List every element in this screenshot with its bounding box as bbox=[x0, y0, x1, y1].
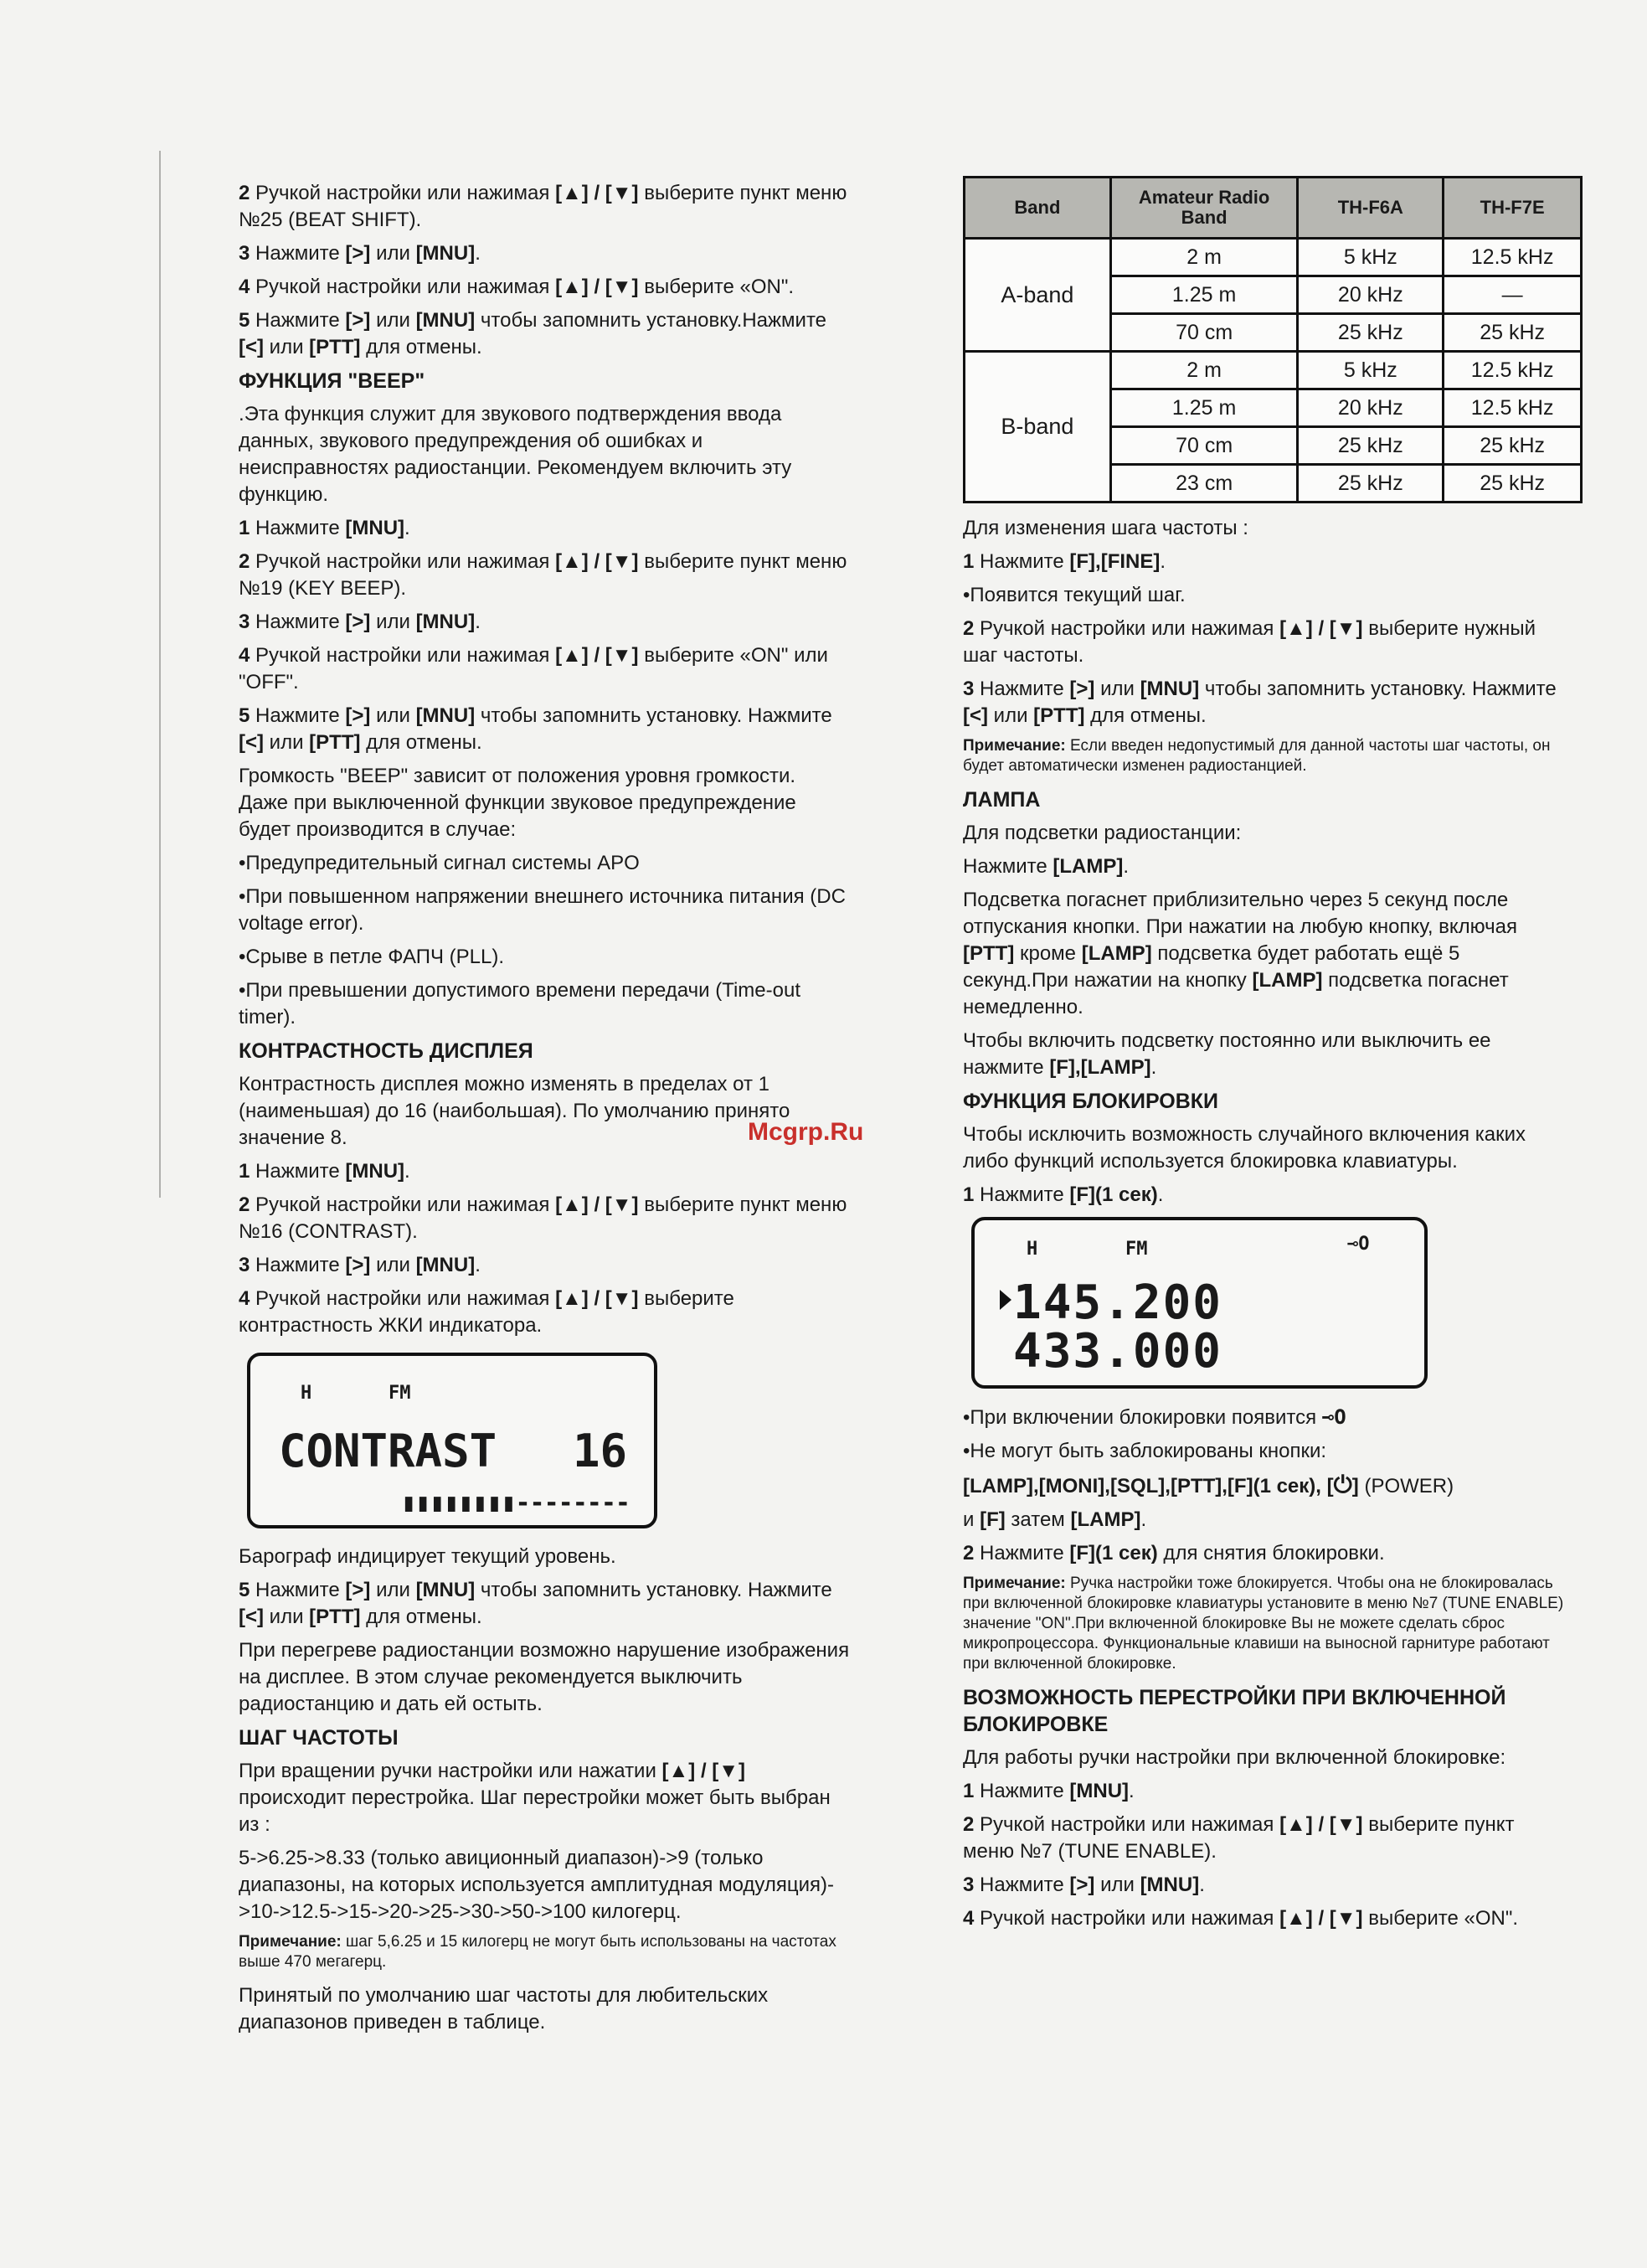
step-list: 5->6.25->8.33 (только авиционный диапазон)->9 (только диапазоны, на которых используется амплитудная модуляция)->10->12.5->15->20->25->30->50->100 килогерц. bbox=[239, 1847, 834, 1923]
table-cell: 20 kHz bbox=[1298, 276, 1444, 314]
beat-step-2: 2 Ручкой настройки или нажимая [▲] / [▼] выберите пункт меню №25 (BEAT SHIFT). bbox=[239, 182, 847, 231]
step-default: Принятый по умолчанию шаг частоты для любительских диапазонов приведен в таблице. bbox=[239, 1984, 769, 2033]
table-header: TH-F7E bbox=[1444, 178, 1582, 239]
bullet-item: • Предупредительный сигнал системы APO bbox=[239, 850, 850, 877]
table-cell: 25 kHz bbox=[1298, 427, 1444, 465]
bullet-item: • Срыве в петле ФАПЧ (PLL). bbox=[239, 944, 850, 971]
table-cell: 1.25 m bbox=[1110, 389, 1298, 427]
tune-step-2: 2 Ручкой настройки или нажимая [▲] / [▼] выберите пункт меню №7 (TUNE ENABLE). bbox=[963, 1813, 1515, 1863]
contrast-step-3: 3 Нажмите [>] или [MNU]. bbox=[239, 1254, 481, 1276]
lamp-text-3: Подсветка погаснет приблизительно через 5 секунд после отпускания кнопки. При нажатии на любую кнопку, включая [PTT] кроме [LAMP] подсветка будет работать ещё 5 секунд.При нажатии на кнопку [LAMP] подсветка погаснет немедленно. bbox=[963, 889, 1518, 1018]
bullet-item: • При превышении допустимого времени передачи (Time-out timer). bbox=[239, 977, 850, 1031]
unlocked-keys-2: и [F] затем [LAMP]. bbox=[963, 1508, 1147, 1531]
table-header: Amateur Radio Band bbox=[1110, 178, 1298, 239]
lock-step-2: 2 Нажмите [F](1 сек) для снятия блокировки. bbox=[963, 1542, 1385, 1564]
beep-description: .Эта функция служит для звукового подтверждения ввода данных, звукового предупреждения об ошибках и неисправностях радиостанции. Рекомендуем включить эту функцию. bbox=[239, 403, 792, 506]
watermark: Mcgrp.Ru bbox=[748, 1118, 864, 1146]
table-header: Band bbox=[965, 178, 1111, 239]
table-cell: 20 kHz bbox=[1298, 389, 1444, 427]
heading-beep: ФУНКЦИЯ "BEEP" bbox=[239, 369, 425, 393]
fine-step-1: 1 Нажмите [F],[FINE]. bbox=[963, 550, 1166, 573]
heading-contrast: КОНТРАСТНОСТЬ ДИСПЛЕЯ bbox=[239, 1039, 533, 1063]
bullet-item: • При повышенном напряжении внешнего источника питания (DC voltage error). bbox=[239, 884, 850, 937]
lock-step-1: 1 Нажмите [F](1 сек). bbox=[963, 1183, 1164, 1206]
step-note: Примечание: шаг 5,6.25 и 15 килогерц не могут быть использованы на частотах выше 470 мегагерц. bbox=[239, 1933, 836, 1971]
key-lock-icon: ⊸O bbox=[1321, 1405, 1346, 1429]
contrast-step-4: 4 Ручкой настройки или нажимая [▲] / [▼] выберите контрастность ЖКИ индикатора. bbox=[239, 1287, 734, 1337]
contrast-step-1: 1 Нажмите [MNU]. bbox=[239, 1160, 410, 1183]
table-cell: — bbox=[1444, 276, 1582, 314]
table-cell: 2 m bbox=[1110, 239, 1298, 276]
beat-step-4: 4 Ручкой настройки или нажимая [▲] / [▼] выберите «ON". bbox=[239, 276, 795, 298]
lcd-contrast-label: CONTRAST bbox=[279, 1425, 497, 1477]
table-cell: 12.5 kHz bbox=[1444, 389, 1582, 427]
lcd-fm-indicator: FM bbox=[1125, 1239, 1148, 1260]
contrast-description: Контрастность дисплея можно изменять в пределах от 1 (наименьшая) до 16 (наибольшая). По умолчанию принято значение 8. bbox=[239, 1073, 790, 1149]
table-header-row bbox=[965, 178, 1582, 239]
bullet-item: • Не могут быть заблокированы кнопки: bbox=[963, 1438, 1566, 1465]
heading-lamp: ЛАМПА bbox=[963, 788, 1041, 812]
tune-step-3: 3 Нажмите [>] или [MNU]. bbox=[963, 1874, 1205, 1896]
table-cell: 23 cm bbox=[1110, 465, 1298, 503]
heading-lock: ФУНКЦИЯ БЛОКИРОВКИ bbox=[963, 1090, 1219, 1113]
table-cell: 25 kHz bbox=[1444, 465, 1582, 503]
bargraph-text: Барограф индицирует текущий уровень. bbox=[239, 1545, 616, 1568]
overheat-text: При перегреве радиостанции возможно нарушение изображения на дисплее. В этом случае рекомендуется выключить радиостанцию и дать ей остыть. bbox=[239, 1639, 850, 1715]
table-cell: 25 kHz bbox=[1444, 427, 1582, 465]
frequency-step-table bbox=[963, 176, 1583, 503]
tune-step-4: 4 Ручкой настройки или нажимая [▲] / [▼] выберите «ON". bbox=[963, 1907, 1519, 1930]
lamp-text-2: Нажмите [LAMP]. bbox=[963, 855, 1130, 878]
bullet-item: • Появится текущий шаг. bbox=[963, 582, 1566, 609]
lcd-fm-indicator: FM bbox=[389, 1383, 411, 1404]
step-description: При вращении ручки настройки или нажатии [▲] / [▼] происходит перестройка. Шаг перестройки может быть выбран из : bbox=[239, 1760, 831, 1836]
beep-step-1: 1 Нажмите [MNU]. bbox=[239, 517, 410, 539]
table-cell: 25 kHz bbox=[1298, 465, 1444, 503]
right-column bbox=[963, 176, 1566, 1939]
table-cell: 25 kHz bbox=[1444, 314, 1582, 352]
beat-step-5: 5 Нажмите [>] или [MNU] чтобы запомнить установку.Нажмите [<] или [PTT] для отмены. bbox=[239, 309, 827, 358]
table-cell: 2 m bbox=[1110, 352, 1298, 389]
margin-line bbox=[159, 151, 161, 1198]
table-row bbox=[965, 239, 1582, 276]
lcd-h-indicator: H bbox=[1027, 1239, 1038, 1260]
beep-step-5: 5 Нажмите [>] или [MNU] чтобы запомнить установку. Нажмите [<] или [PTT] для отмены. bbox=[239, 704, 832, 754]
key-lock-icon: ⊸O bbox=[1347, 1234, 1370, 1255]
tune-step-1: 1 Нажмите [MNU]. bbox=[963, 1780, 1135, 1802]
table-cell: 70 cm bbox=[1110, 314, 1298, 352]
band-cell: B-band bbox=[965, 352, 1111, 503]
fine-note: Примечание: Если введен недопустимый для данной частоты шаг частоты, он будет автоматически изменен радиостанцией. bbox=[963, 737, 1551, 775]
lamp-text-4: Чтобы включить подсветку постоянно или выключить ее нажмите [F],[LAMP]. bbox=[963, 1029, 1491, 1079]
table-cell: 12.5 kHz bbox=[1444, 239, 1582, 276]
bullet-item: • При включении блокировки появится ⊸O bbox=[963, 1404, 1566, 1431]
lcd-frequency-a: 145.200 bbox=[1000, 1279, 1222, 1327]
lcd-frequency-lines bbox=[1000, 1276, 1223, 1379]
step-change-text: Для изменения шага частоты : bbox=[963, 517, 1248, 539]
lock-note: Примечание: Ручка настройки тоже блокируется. Чтобы она не блокировалась при включенной блокировке клавиатуры установите в меню №7 (TUNE ENABLE) значение "ON".При включенной блокировке Вы не можете сделать сброс микропроцессора. Функциональные клавиши на выносной гарнитуре работают при включенной блокировке. bbox=[963, 1575, 1564, 1673]
tune-description: Для работы ручки настройки при включенной блокировке: bbox=[963, 1746, 1506, 1769]
fine-step-3: 3 Нажмите [>] или [MNU] чтобы запомнить установку. Нажмите [<] или [PTT] для отмены. bbox=[963, 678, 1557, 727]
beep-step-3: 3 Нажмите [>] или [MNU]. bbox=[239, 611, 481, 633]
beep-step-2: 2 Ручкой настройки или нажимая [▲] / [▼] выберите пункт меню №19 (KEY BEEP). bbox=[239, 550, 847, 600]
table-header: TH-F6A bbox=[1298, 178, 1444, 239]
heading-step: ШАГ ЧАСТОТЫ bbox=[239, 1726, 399, 1750]
left-column bbox=[239, 180, 850, 2043]
lock-description: Чтобы исключить возможность случайного включения каких либо функций используется блокировка клавиатуры. bbox=[963, 1123, 1526, 1173]
lcd-contrast-display bbox=[247, 1353, 657, 1528]
table-row bbox=[965, 352, 1582, 389]
table-cell: 1.25 m bbox=[1110, 276, 1298, 314]
heading-tune-enable: ВОЗМОЖНОСТЬ ПЕРЕСТРОЙКИ ПРИ ВКЛЮЧЕННОЙ БЛОКИРОВКЕ bbox=[963, 1686, 1506, 1736]
table-cell: 12.5 kHz bbox=[1444, 352, 1582, 389]
lcd-lock-display bbox=[971, 1217, 1428, 1389]
fine-step-2: 2 Ручкой настройки или нажимая [▲] / [▼] выберите нужный шаг частоты. bbox=[963, 617, 1536, 667]
contrast-step-5: 5 Нажмите [>] или [MNU] чтобы запомнить установку. Нажмите [<] или [PTT] для отмены. bbox=[239, 1579, 832, 1628]
beat-step-3: 3 Нажмите [>] или [MNU]. bbox=[239, 242, 481, 265]
power-icon: ⏻ bbox=[1333, 1472, 1352, 1497]
table-cell: 25 kHz bbox=[1298, 314, 1444, 352]
lcd-h-indicator: H bbox=[301, 1383, 312, 1404]
band-cell: A-band bbox=[965, 239, 1111, 352]
beep-step-4: 4 Ручкой настройки или нажимая [▲] / [▼] выберите «ON" или "OFF". bbox=[239, 644, 828, 693]
unlocked-keys: [LAMP],[MONI],[SQL],[PTT],[F](1 сек), [⏻] (POWER) bbox=[963, 1472, 1454, 1497]
lcd-bargraph: ▮▮▮▮▮▮▮▮-------- bbox=[401, 1488, 630, 1518]
cursor-triangle-icon bbox=[1000, 1290, 1011, 1310]
lamp-text-1: Для подсветки радиостанции: bbox=[963, 822, 1242, 844]
table-cell: 5 kHz bbox=[1298, 239, 1444, 276]
contrast-step-2: 2 Ручкой настройки или нажимая [▲] / [▼] выберите пункт меню №16 (CONTRAST). bbox=[239, 1193, 847, 1243]
lcd-contrast-value: 16 bbox=[573, 1425, 628, 1477]
table-cell: 5 kHz bbox=[1298, 352, 1444, 389]
table-cell: 70 cm bbox=[1110, 427, 1298, 465]
lcd-frequency-b: 433.000 bbox=[1013, 1324, 1223, 1379]
beep-volume-text: Громкость "BEEP" зависит от положения уровня громкости. Даже при выключенной функции звуковое предупреждение будет производится в случае: bbox=[239, 765, 796, 841]
